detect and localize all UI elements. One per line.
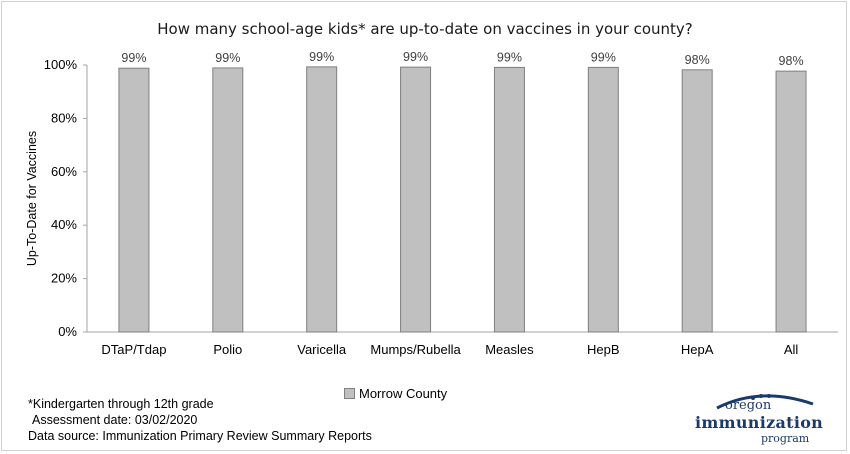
bar-hepa bbox=[682, 70, 712, 332]
logo-word-oregon: oregon bbox=[725, 398, 772, 413]
y-axis-label: Up-To-Date for Vaccines bbox=[25, 130, 39, 267]
logo-word-immunization: immunization bbox=[695, 413, 824, 432]
footnote-grades: *Kindergarten through 12th grade bbox=[28, 397, 214, 411]
x-tick-label: Measles bbox=[485, 342, 534, 357]
y-tick-label: 0% bbox=[58, 324, 77, 339]
data-label: 99% bbox=[215, 50, 241, 65]
x-tick-label: Polio bbox=[213, 342, 243, 357]
data-label: 98% bbox=[684, 52, 710, 67]
x-tick-label: All bbox=[783, 342, 799, 357]
x-tick-label: HepA bbox=[680, 342, 714, 357]
bar-dtap-tdap bbox=[119, 68, 149, 332]
data-label: 99% bbox=[121, 51, 147, 66]
oregon-immunization-logo bbox=[695, 390, 835, 448]
x-tick-label: HepB bbox=[587, 342, 620, 357]
bar-mumps-rubella bbox=[401, 67, 431, 332]
chart-title: How many school-age kids* are up-to-date on vaccines in your county? bbox=[157, 20, 693, 38]
logo-word-program: program bbox=[761, 432, 810, 445]
data-label: 99% bbox=[309, 49, 335, 64]
x-tick-label: DTaP/Tdap bbox=[101, 342, 167, 357]
legend-label: Morrow County bbox=[359, 386, 448, 401]
bar-all bbox=[776, 71, 806, 332]
y-tick-label: 80% bbox=[50, 110, 77, 126]
bar-polio bbox=[213, 68, 243, 332]
x-tick-label: Varicella bbox=[297, 342, 347, 357]
data-label: 98% bbox=[778, 54, 804, 69]
footnote-assessment-date: Assessment date: 03/02/2020 bbox=[32, 413, 198, 427]
y-tick-label: 100% bbox=[43, 57, 77, 72]
bar-measles bbox=[494, 67, 524, 332]
y-tick-label: 20% bbox=[50, 270, 77, 286]
data-label: 99% bbox=[403, 50, 429, 65]
footnote-data-source: Data source: Immunization Primary Review Summary Reports bbox=[28, 429, 372, 443]
y-tick-label: 40% bbox=[50, 217, 77, 233]
data-label: 99% bbox=[496, 50, 522, 65]
footnotes bbox=[28, 396, 372, 444]
y-tick-label: 60% bbox=[50, 163, 77, 179]
data-label: 99% bbox=[590, 50, 616, 65]
x-tick-label: Mumps/Rubella bbox=[370, 342, 461, 357]
bar-hepb bbox=[588, 67, 618, 332]
bar-varicella bbox=[307, 67, 337, 332]
